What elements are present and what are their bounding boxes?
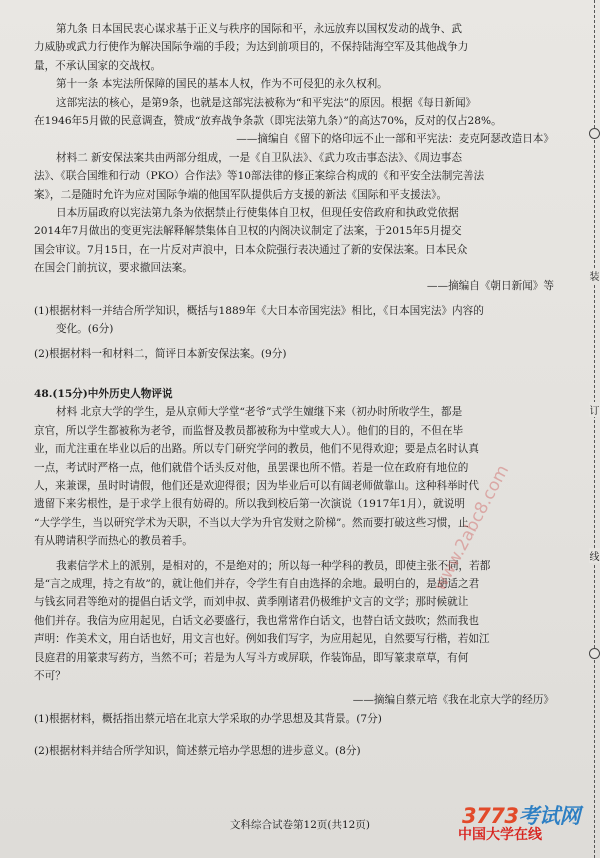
text-line: 遗留下来劣根性，是于求学上很有妨碍的。所以我到校后第一次演说（1917年1月），就说明 <box>34 498 465 511</box>
text-line: 这部宪法的核心，是第9条，也就是这部宪法被称为“和平宪法”的原因。根据《每日新闻》 <box>56 96 477 109</box>
text-line: 人，来兼课，虽时时请假，他们还是欢迎得很；因为毕业后可以有阔老师做靠山。这种科举时代 <box>34 479 479 492</box>
text-line: 在国会门前抗议，要求撤回法案。 <box>34 262 193 275</box>
binding-glyph: 线 <box>589 548 600 563</box>
binding-hole <box>589 128 600 139</box>
text-line: “大学学生，当以研究学术为天职，不当以大学为升官发财之阶梯”。然而要打破这些习惯，止 <box>34 516 469 529</box>
text-line: 有从聘请积学而热心的教员着手。 <box>34 535 193 548</box>
source-citation: ——摘编自《留下的烙印远不止一部和平宪法：麦克阿瑟改造日本》 <box>236 133 554 146</box>
text-line: 国会审议。7月15日，在一片反对声浪中，日本众院强行表决通过了新的安保法案。日本民众 <box>34 243 468 256</box>
text-line: 不可？ <box>34 669 66 682</box>
text-line: 2014年7月做出的变更宪法解释解禁集体自卫权的内阁决议制定了法案，于2015年5月提交 <box>34 225 462 238</box>
binding-hole <box>589 648 600 659</box>
site-logo: 3773考试网 <box>462 804 580 828</box>
text-line: 案》，二是随时允许为应对国际争端的他国军队提供后方支援的新法《国际和平支援法》。 <box>34 188 448 201</box>
question-1: (1)根据材料，概括指出蔡元培在北京大学采取的办学思想及其背景。(7分) <box>34 712 382 725</box>
text-line: 法》、《联合国维和行动（PKO）合作法》等10部法律的修正案综合构成的《和平安全法制完善法 <box>34 170 485 183</box>
watermark: www.2abc8.com <box>430 461 514 595</box>
question-1: (1)根据材料一并结合所学知识，概括与1889年《大日本帝国宪法》相比，《日本国宪法》内容的 <box>34 304 484 317</box>
text-line: 是“言之成理，持之有故”的，就让他们并存，令学生有自由选择的余地。最明白的，是胡适之君 <box>34 577 480 590</box>
material-2-heading: 材料二 新安保法案共由两部分组成，一是《自卫队法》、《武力攻击事态法》、《周边事态 <box>56 151 462 164</box>
text-line: 艮庭君的用篆隶写药方，当然不可；若是为人写斗方或屏联，作装饰品，即写篆隶章草，有何 <box>34 651 469 664</box>
binding-glyph: 装 <box>589 268 600 283</box>
text-line: 一点，考试时严格一点，他们就借个话头反对他，虽罢课也所不惜。若是一位在政府有地位的 <box>34 461 469 474</box>
binding-margin <box>589 0 600 858</box>
text-line: 他们并存。我信为应用起见，白话文必要盛行，我也常常作白话文，也替白话文鼓吹；然而我也 <box>34 614 479 627</box>
question-2: (2)根据材料并结合所学知识，简述蔡元培办学思想的进步意义。(8分) <box>34 745 361 758</box>
text-line: 声明：作美术文，用白话也好，用文言也好。例如我们写字，为应用起见，自然要写行楷，若如江 <box>34 633 490 646</box>
page-footer: 文科综合试卷第12页(共12页) <box>230 819 370 831</box>
text-line: 量，不承认国家的交战权。 <box>34 59 162 72</box>
text-line: 变化。(6分) <box>56 323 114 336</box>
text-line: 力威胁或武力行使作为解决国际争端的手段；为达到前项目的，不保持陆海空军及其他战争力 <box>34 41 469 54</box>
text-line: 在1946年5月做的民意调查，赞成“放弃战争条款（即宪法第九条）”的高达70%，反对的仅占28%。 <box>34 114 502 127</box>
site-tagline: 中国大学在线 <box>458 827 542 843</box>
text-line: 日本历届政府以宪法第九条为依据禁止行使集体自卫权，但现任安倍政府和执政党依据 <box>56 206 459 219</box>
text-line: 我素信学术上的派别，是相对的，不是绝对的；所以每一种学科的教员，即使主张不同，若都 <box>56 559 491 572</box>
text-line: 与钱玄同君等绝对的提倡白话文学，而刘申叔、黄季刚诸君仍极维护文言的文学；那时候就让 <box>34 596 469 609</box>
question-2: (2)根据材料一和材料二，简评日本新安保法案。(9分) <box>34 347 287 360</box>
question-48-heading: 48.(15分)中外历史人物评说 <box>34 388 173 401</box>
source-citation: ——摘编自《朝日新闻》等 <box>426 280 554 293</box>
page-content <box>34 20 554 760</box>
text-line: 业，而尤注重在毕业以后的出路。所以专门研究学问的教员，他们不见得欢迎；要是点名时认真 <box>34 443 479 456</box>
article-11: 第十一条 本宪法所保障的国民的基本人权，作为不可侵犯的永久权利。 <box>56 78 388 91</box>
source-citation: ——摘编自蔡元培《我在北京大学的经历》 <box>352 694 554 707</box>
binding-glyph: 订 <box>589 402 600 417</box>
article-9: 第九条 日本国民衷心谋求基于正义与秩序的国际和平，永远放弃以国权发动的战争、武 <box>56 23 462 35</box>
material-heading: 材料 北京大学的学生，是从京师大学堂“老爷”式学生嬗继下来（初办时所收学生，都是 <box>56 406 463 419</box>
text-line: 京官，所以学生都被称为老爷，而监督及教员都被称为中堂或大人）。他们的目的，不但在毕 <box>34 424 464 437</box>
